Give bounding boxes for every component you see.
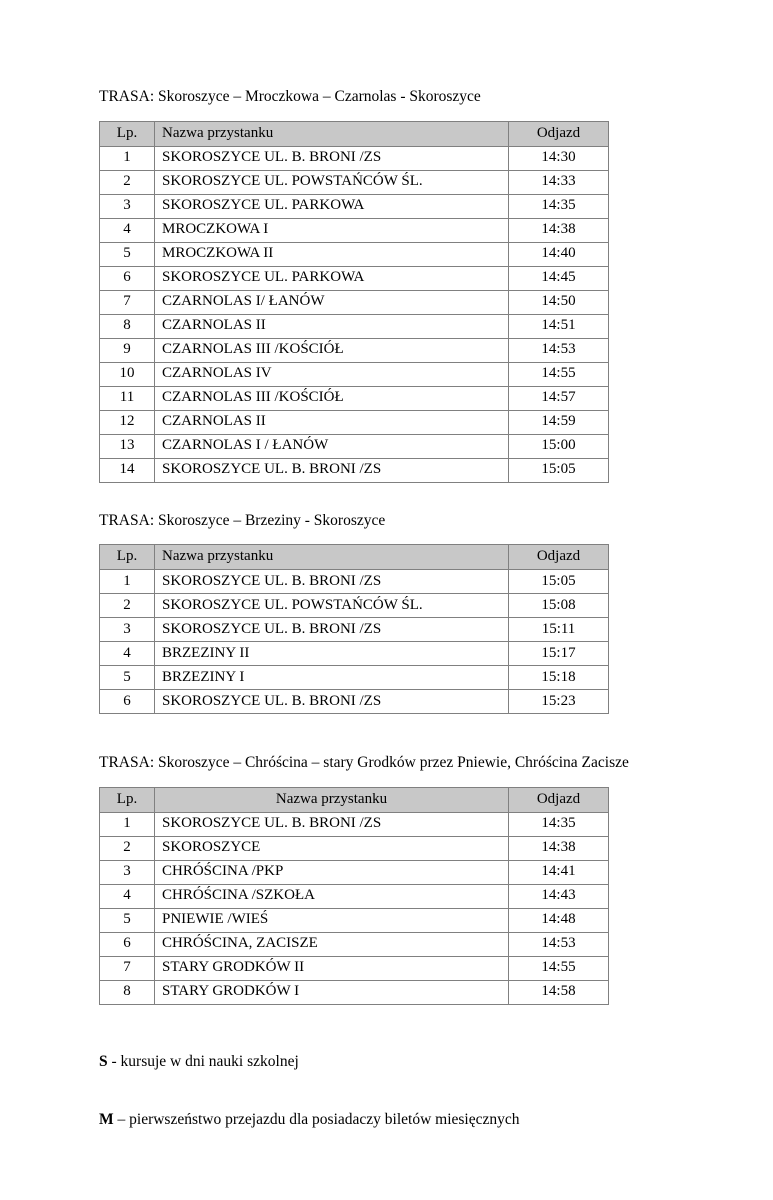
table-row: [100, 338, 609, 362]
table-row: [100, 434, 609, 458]
column-header-lp: Lp.: [100, 121, 155, 146]
cell-departure: 15:00: [509, 434, 609, 458]
cell-departure: 14:50: [509, 290, 609, 314]
cell-stop-name: MROCZKOWA I: [155, 218, 509, 242]
cell-lp: 8: [100, 314, 155, 338]
column-header-stop-name: Nazwa przystanku: [155, 121, 509, 146]
cell-lp: 3: [100, 194, 155, 218]
cell-departure: 14:38: [509, 836, 609, 860]
table-row: [100, 290, 609, 314]
route-block-2: [0, 512, 773, 715]
cell-stop-name: BRZEZINY II: [155, 642, 509, 666]
table-header-row: [100, 545, 609, 570]
cell-stop-name: CZARNOLAS III /KOŚCIÓŁ: [155, 386, 509, 410]
table-row: [100, 980, 609, 1004]
cell-stop-name: SKOROSZYCE UL. B. BRONI /ZS: [155, 458, 509, 482]
table-row: [100, 860, 609, 884]
cell-lp: 9: [100, 338, 155, 362]
cell-departure: 15:05: [509, 458, 609, 482]
cell-lp: 6: [100, 690, 155, 714]
legend-note-s: [99, 1053, 773, 1071]
cell-stop-name: CHRÓŚCINA /PKP: [155, 860, 509, 884]
table-row: [100, 314, 609, 338]
cell-stop-name: SKOROSZYCE UL. B. BRONI /ZS: [155, 812, 509, 836]
schedule-table-2: [99, 544, 609, 714]
cell-lp: 4: [100, 218, 155, 242]
table-row: [100, 410, 609, 434]
cell-lp: 14: [100, 458, 155, 482]
schedule-table-1: [99, 121, 609, 483]
table-row: [100, 666, 609, 690]
cell-stop-name: CZARNOLAS II: [155, 314, 509, 338]
cell-lp: 6: [100, 932, 155, 956]
cell-lp: 8: [100, 980, 155, 1004]
cell-lp: 1: [100, 570, 155, 594]
cell-stop-name: SKOROSZYCE UL. PARKOWA: [155, 194, 509, 218]
cell-stop-name: CZARNOLAS I / ŁANÓW: [155, 434, 509, 458]
cell-departure: 14:48: [509, 908, 609, 932]
cell-departure: 14:53: [509, 932, 609, 956]
cell-lp: 2: [100, 836, 155, 860]
route-block-1: [0, 88, 773, 483]
cell-departure: 15:05: [509, 570, 609, 594]
route-title: TRASA: Skoroszyce – Chróścina – stary Grodków przez Pniewie, Chróścina Zacisze: [99, 754, 629, 772]
column-header-departure: Odjazd: [509, 121, 609, 146]
legend-symbol-m: M: [99, 1110, 114, 1128]
cell-lp: 13: [100, 434, 155, 458]
table-row: [100, 218, 609, 242]
column-header-lp: Lp.: [100, 545, 155, 570]
table-row: [100, 642, 609, 666]
cell-lp: 6: [100, 266, 155, 290]
cell-departure: 15:11: [509, 618, 609, 642]
cell-departure: 14:53: [509, 338, 609, 362]
column-header-stop-name: Nazwa przystanku: [155, 787, 509, 812]
cell-departure: 14:38: [509, 218, 609, 242]
cell-departure: 14:55: [509, 362, 609, 386]
cell-stop-name: MROCZKOWA II: [155, 242, 509, 266]
table-body: [100, 812, 609, 1004]
cell-stop-name: CHRÓŚCINA /SZKOŁA: [155, 884, 509, 908]
cell-departure: 14:30: [509, 146, 609, 170]
table-row: [100, 170, 609, 194]
cell-departure: 15:23: [509, 690, 609, 714]
table-row: [100, 812, 609, 836]
cell-lp: 5: [100, 242, 155, 266]
table-row: [100, 932, 609, 956]
table-body: [100, 146, 609, 482]
cell-lp: 2: [100, 594, 155, 618]
cell-stop-name: CZARNOLAS II: [155, 410, 509, 434]
legend-symbol-s: S: [99, 1052, 108, 1070]
table-header: [100, 545, 609, 570]
table-row: [100, 594, 609, 618]
table-row: [100, 458, 609, 482]
table-row: [100, 956, 609, 980]
table-row: [100, 242, 609, 266]
cell-stop-name: SKOROSZYCE UL. POWSTAŃCÓW ŚL.: [155, 170, 509, 194]
table-header-row: [100, 787, 609, 812]
route-title: TRASA: Skoroszyce – Mroczkowa – Czarnolas - Skoroszyce: [99, 88, 481, 105]
cell-departure: 14:35: [509, 194, 609, 218]
cell-stop-name: CZARNOLAS IV: [155, 362, 509, 386]
table-row: [100, 386, 609, 410]
table-header: [100, 787, 609, 812]
column-header-stop-name: Nazwa przystanku: [155, 545, 509, 570]
column-header-lp: Lp.: [100, 787, 155, 812]
cell-lp: 1: [100, 812, 155, 836]
cell-stop-name: CZARNOLAS I/ ŁANÓW: [155, 290, 509, 314]
cell-departure: 15:17: [509, 642, 609, 666]
column-header-departure: Odjazd: [509, 545, 609, 570]
cell-stop-name: STARY GRODKÓW I: [155, 980, 509, 1004]
cell-stop-name: SKOROSZYCE UL. POWSTAŃCÓW ŚL.: [155, 594, 509, 618]
route-block-3: [0, 754, 773, 1005]
cell-stop-name: SKOROSZYCE: [155, 836, 509, 860]
cell-stop-name: CZARNOLAS III /KOŚCIÓŁ: [155, 338, 509, 362]
cell-departure: 14:35: [509, 812, 609, 836]
legend-note-m: [99, 1111, 773, 1129]
table-header-row: [100, 121, 609, 146]
cell-departure: 15:18: [509, 666, 609, 690]
cell-departure: 14:40: [509, 242, 609, 266]
cell-stop-name: SKOROSZYCE UL. B. BRONI /ZS: [155, 146, 509, 170]
table-row: [100, 362, 609, 386]
cell-lp: 4: [100, 884, 155, 908]
cell-stop-name: SKOROSZYCE UL. B. BRONI /ZS: [155, 570, 509, 594]
cell-departure: 14:33: [509, 170, 609, 194]
schedule-table-3: [99, 787, 609, 1005]
spacer: [0, 714, 773, 754]
cell-stop-name: CHRÓŚCINA, ZACISZE: [155, 932, 509, 956]
table-row: [100, 146, 609, 170]
cell-lp: 7: [100, 956, 155, 980]
table-body: [100, 570, 609, 714]
table-row: [100, 570, 609, 594]
cell-lp: 5: [100, 908, 155, 932]
cell-lp: 1: [100, 146, 155, 170]
cell-lp: 5: [100, 666, 155, 690]
route-title: TRASA: Skoroszyce – Brzeziny - Skoroszyce: [99, 511, 386, 529]
spacer: [0, 1071, 773, 1111]
legend-text-m: – pierwszeństwo przejazdu dla posiadaczy biletów miesięcznych: [113, 1110, 520, 1128]
cell-stop-name: SKOROSZYCE UL. B. BRONI /ZS: [155, 618, 509, 642]
cell-departure: 14:57: [509, 386, 609, 410]
cell-departure: 14:58: [509, 980, 609, 1004]
table-header: [100, 121, 609, 146]
cell-lp: 3: [100, 618, 155, 642]
cell-stop-name: STARY GRODKÓW II: [155, 956, 509, 980]
cell-lp: 3: [100, 860, 155, 884]
cell-departure: 15:08: [509, 594, 609, 618]
spacer: [0, 483, 773, 512]
table-row: [100, 884, 609, 908]
column-header-departure: Odjazd: [509, 787, 609, 812]
cell-lp: 7: [100, 290, 155, 314]
cell-departure: 14:59: [509, 410, 609, 434]
cell-departure: 14:45: [509, 266, 609, 290]
cell-departure: 14:43: [509, 884, 609, 908]
cell-stop-name: PNIEWIE /WIEŚ: [155, 908, 509, 932]
table-row: [100, 194, 609, 218]
legend-text-s: - kursuje w dni nauki szkolnej: [107, 1052, 299, 1070]
table-row: [100, 690, 609, 714]
cell-departure: 14:51: [509, 314, 609, 338]
spacer: [0, 1005, 773, 1053]
table-row: [100, 618, 609, 642]
table-row: [100, 908, 609, 932]
cell-lp: 4: [100, 642, 155, 666]
cell-lp: 10: [100, 362, 155, 386]
cell-lp: 11: [100, 386, 155, 410]
cell-lp: 2: [100, 170, 155, 194]
cell-departure: 14:41: [509, 860, 609, 884]
table-row: [100, 266, 609, 290]
table-row: [100, 836, 609, 860]
cell-stop-name: BRZEZINY I: [155, 666, 509, 690]
cell-departure: 14:55: [509, 956, 609, 980]
cell-stop-name: SKOROSZYCE UL. B. BRONI /ZS: [155, 690, 509, 714]
cell-lp: 12: [100, 410, 155, 434]
cell-stop-name: SKOROSZYCE UL. PARKOWA: [155, 266, 509, 290]
